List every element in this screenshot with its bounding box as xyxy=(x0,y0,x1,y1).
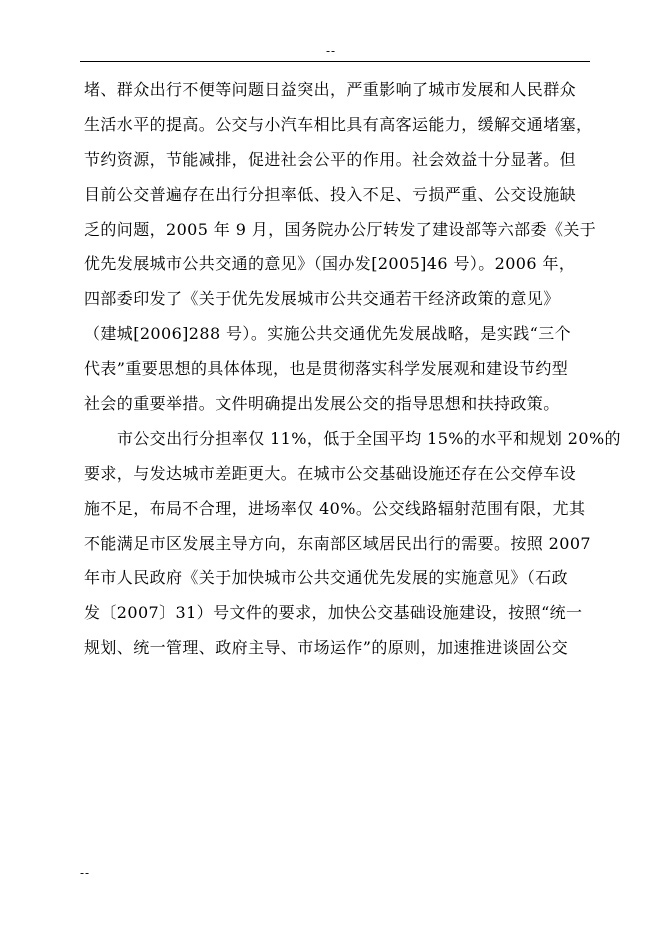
text-line: 生活水平的提高。公交与小汽车相比具有高客运能力，缓解交通堵塞， xyxy=(84,114,593,134)
text-line: 节约资源，节能减排，促进社会公平的作用。社会效益十分显著。但 xyxy=(84,149,577,169)
text-line: 规划、统一管理、政府主导、市场运作”的原则，加速推进谈固公交 xyxy=(84,638,569,658)
text-line: 年市人民政府《关于加快城市公共交通优先发展的实施意见》（石政 xyxy=(84,568,569,588)
text-line: 优先发展城市公共交通的意见》（国办发[2005]46 号）。2006 年， xyxy=(84,254,576,274)
text-line: （建城[2006]288 号）。实施公共交通优先发展战略，是实践“三个 xyxy=(84,324,572,344)
text-line: 施不足，布局不合理，进场率仅 40%。公交线路辐射范围有限，尤其 xyxy=(84,498,586,518)
header-marker: -- xyxy=(325,44,337,58)
text-line: 乏的问题，2005 年 9 月，国务院办公厅转发了建设部等六部委《关于 xyxy=(84,219,597,239)
text-line: 社会的重要举措。文件明确提出发展公交的指导思想和扶持政策。 xyxy=(84,394,560,414)
paragraph-first-line: 市公交出行分担率仅 11%，低于全国平均 15%的水平和规划 20%的 xyxy=(117,428,621,448)
footer-marker: -- xyxy=(80,866,91,880)
text-line: 不能满足市区发展主导方向，东南部区域居民出行的需要。按照 2007 xyxy=(84,533,592,553)
text-line: 堵、群众出行不便等问题日益突出，严重影响了城市发展和人民群众 xyxy=(84,80,577,99)
document-body xyxy=(84,80,621,673)
header-rule xyxy=(80,61,590,62)
text-line: 代表”重要思想的具体体现，也是贯彻落实科学发展观和建设节约型 xyxy=(84,359,569,379)
text-line: 四部委印发了《关于优先发展城市公共交通若干经济政策的意见》 xyxy=(84,289,560,309)
text-line: 目前公交普遍存在出行分担率低、投入不足、亏损严重、公交设施缺 xyxy=(84,184,577,204)
text-line: 发〔2007〕31）号文件的要求，加快公交基础设施建设，按照“统一 xyxy=(84,603,583,623)
text-line: 要求，与发达城市差距更大。在城市公交基础设施还存在公交停车设 xyxy=(84,463,577,483)
